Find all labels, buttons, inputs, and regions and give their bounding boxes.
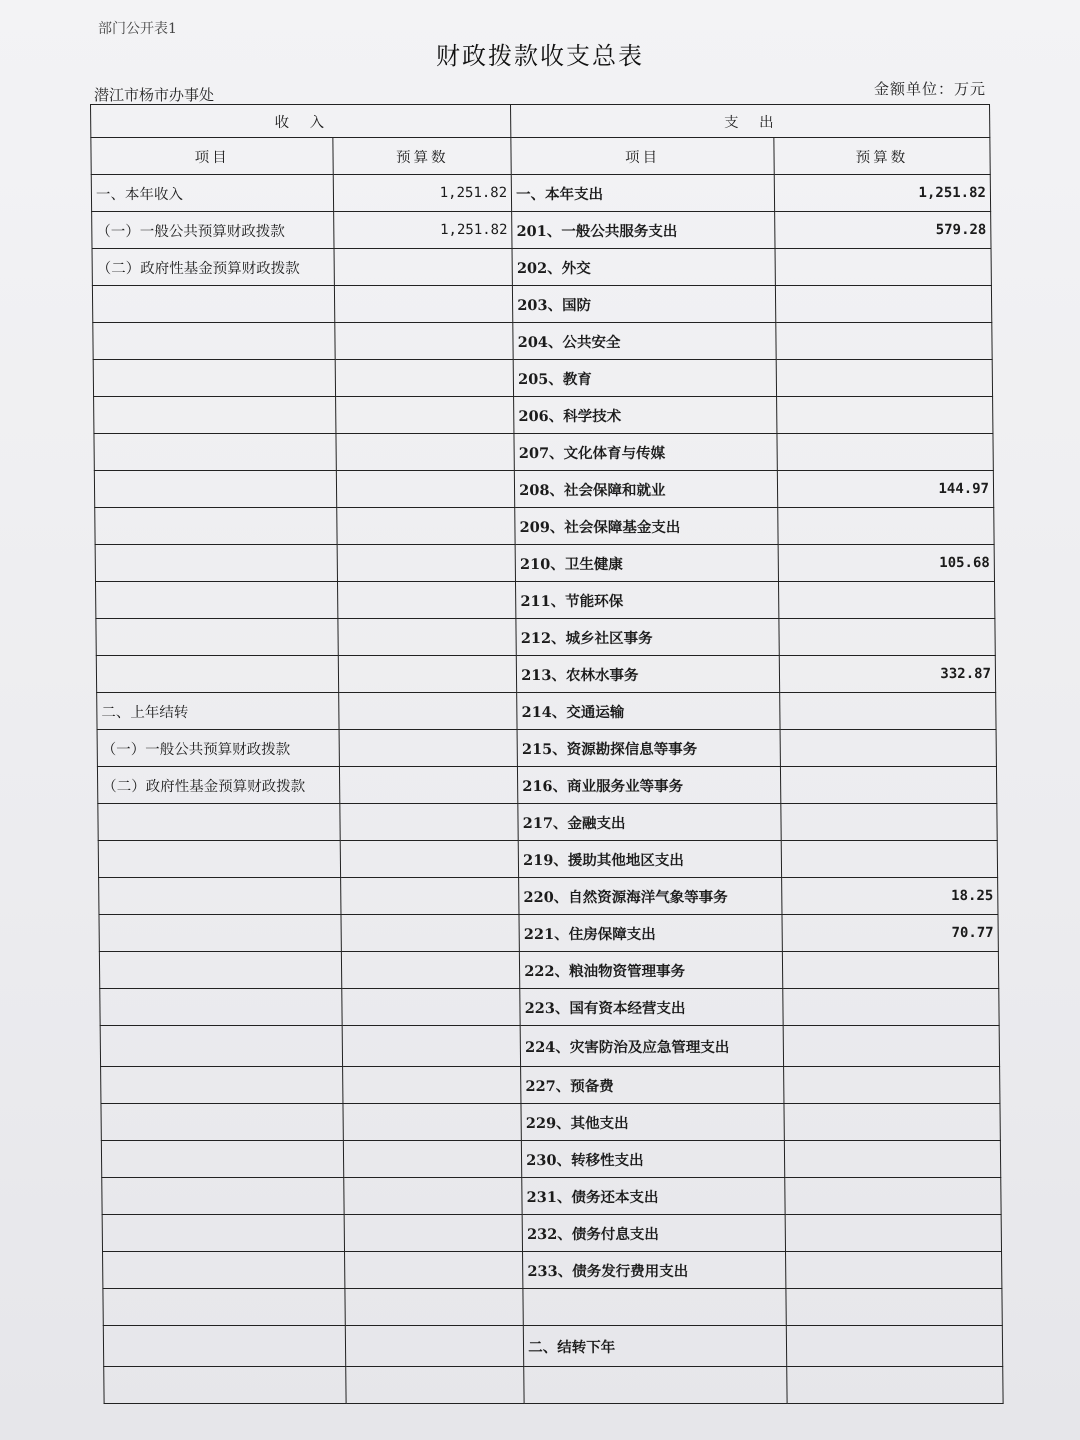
income-budget-cell bbox=[336, 397, 514, 434]
income-item-cell bbox=[92, 286, 335, 323]
expense-item-cell: 211、节能环保 bbox=[516, 582, 779, 619]
income-item-cell: （一）一般公共预算财政拨款 bbox=[92, 212, 335, 249]
expense-item-cell: 216、商业服务业等事务 bbox=[518, 767, 781, 804]
table-row bbox=[103, 1326, 1002, 1367]
expense-item-cell: 231、债务还本支出 bbox=[522, 1178, 785, 1215]
income-item-cell bbox=[103, 1252, 346, 1289]
table-row bbox=[100, 989, 999, 1026]
expense-budget-cell bbox=[781, 804, 998, 841]
income-item-cell: （二）政府性基金预算财政拨款 bbox=[97, 767, 340, 804]
table-row bbox=[91, 175, 990, 212]
income-header: 收 入 bbox=[91, 105, 512, 138]
expense-item-cell: 206、科学技术 bbox=[514, 397, 777, 434]
income-item-cell: 二、上年结转 bbox=[97, 693, 340, 730]
expense-item-cell: 214、交通运输 bbox=[517, 693, 780, 730]
income-budget-cell bbox=[341, 841, 519, 878]
income-budget-cell bbox=[344, 1178, 522, 1215]
income-budget-cell bbox=[339, 730, 517, 767]
income-item-cell: （二）政府性基金预算财政拨款 bbox=[92, 249, 335, 286]
expense-item-cell: 221、住房保障支出 bbox=[519, 915, 782, 952]
expense-budget-cell: 18.25 bbox=[781, 878, 998, 915]
expense-item-cell bbox=[524, 1367, 787, 1404]
table-row bbox=[92, 286, 991, 323]
expense-item-cell: 209、社会保障基金支出 bbox=[515, 508, 778, 545]
expense-budget-cell: 70.77 bbox=[782, 915, 999, 952]
income-item-cell bbox=[96, 619, 339, 656]
income-budget-cell: 1,251.82 bbox=[334, 175, 512, 212]
expense-budget-cell bbox=[786, 1326, 1003, 1367]
table-row bbox=[104, 1367, 1003, 1404]
expense-item-cell: 208、社会保障和就业 bbox=[515, 471, 778, 508]
expense-budget-cell bbox=[783, 1026, 1000, 1067]
expense-budget-cell bbox=[775, 286, 992, 323]
income-budget-cell bbox=[338, 619, 516, 656]
expense-item-cell: 210、卫生健康 bbox=[515, 545, 778, 582]
expense-budget-cell bbox=[785, 1252, 1002, 1289]
expense-item-cell: 232、债务付息支出 bbox=[522, 1215, 785, 1252]
form-number: 部门公开表1 bbox=[98, 21, 177, 37]
expense-item-cell: 227、预备费 bbox=[521, 1067, 784, 1104]
income-item-cell bbox=[93, 323, 336, 360]
expense-budget-cell bbox=[786, 1289, 1003, 1326]
income-item-cell bbox=[102, 1178, 345, 1215]
income-budget-cell bbox=[344, 1141, 522, 1178]
expense-budget-cell bbox=[778, 508, 995, 545]
income-item-cell bbox=[99, 952, 342, 989]
table-row bbox=[94, 434, 993, 471]
expense-budget-cell: 332.87 bbox=[779, 656, 996, 693]
expense-item-cell: 202、外交 bbox=[512, 249, 775, 286]
income-item-cell bbox=[103, 1326, 346, 1367]
income-budget-cell bbox=[341, 915, 519, 952]
income-budget-cell bbox=[337, 508, 515, 545]
income-item-header: 项目 bbox=[91, 138, 334, 175]
table-row bbox=[102, 1215, 1001, 1252]
income-budget-cell bbox=[342, 952, 520, 989]
income-item-cell bbox=[100, 1026, 343, 1067]
income-item-cell bbox=[94, 434, 337, 471]
expense-budget-cell bbox=[780, 767, 997, 804]
table-row bbox=[98, 841, 997, 878]
income-budget-cell bbox=[339, 693, 517, 730]
expense-budget-cell bbox=[782, 952, 999, 989]
table-row bbox=[103, 1252, 1002, 1289]
income-budget-cell bbox=[340, 804, 518, 841]
income-item-cell bbox=[98, 804, 341, 841]
expense-budget-header: 预算数 bbox=[774, 138, 991, 175]
income-item-cell bbox=[94, 397, 337, 434]
table-row bbox=[95, 508, 994, 545]
income-item-cell bbox=[101, 1104, 344, 1141]
expense-budget-cell bbox=[776, 323, 993, 360]
income-item-cell bbox=[94, 471, 337, 508]
expense-budget-cell bbox=[776, 397, 993, 434]
expense-item-cell: 222、粮油物资管理事务 bbox=[520, 952, 783, 989]
income-item-cell bbox=[100, 989, 343, 1026]
expense-budget-cell bbox=[780, 730, 997, 767]
expense-budget-cell bbox=[776, 360, 993, 397]
expense-item-cell: 220、自然资源海洋气象等事务 bbox=[519, 878, 782, 915]
expense-budget-cell bbox=[785, 1178, 1002, 1215]
income-budget-cell bbox=[346, 1326, 524, 1367]
income-item-cell: （一）一般公共预算财政拨款 bbox=[97, 730, 340, 767]
expense-item-cell bbox=[523, 1289, 786, 1326]
expense-budget-cell bbox=[779, 693, 996, 730]
expense-budget-cell bbox=[784, 1104, 1001, 1141]
table-row bbox=[92, 212, 991, 249]
expense-item-cell: 219、援助其他地区支出 bbox=[518, 841, 781, 878]
expense-item-cell: 215、资源勘探信息等事务 bbox=[517, 730, 780, 767]
table-row bbox=[99, 915, 998, 952]
expense-item-cell: 212、城乡社区事务 bbox=[516, 619, 779, 656]
income-item-cell bbox=[99, 915, 342, 952]
income-item-cell bbox=[103, 1289, 346, 1326]
income-budget-cell bbox=[334, 249, 512, 286]
expense-item-cell: 203、国防 bbox=[513, 286, 776, 323]
income-budget-cell bbox=[343, 1026, 521, 1067]
table-row bbox=[94, 397, 993, 434]
budget-table bbox=[90, 104, 1004, 1404]
budget-table-wrapper bbox=[90, 104, 1004, 1404]
expense-item-cell: 223、国有资本经营支出 bbox=[520, 989, 783, 1026]
income-budget-cell bbox=[336, 434, 514, 471]
income-item-cell bbox=[98, 841, 341, 878]
expense-budget-cell bbox=[779, 619, 996, 656]
expense-item-cell: 229、其他支出 bbox=[521, 1104, 784, 1141]
income-item-cell bbox=[99, 878, 342, 915]
column-header-row bbox=[91, 138, 990, 175]
table-row bbox=[92, 249, 991, 286]
table-row bbox=[103, 1289, 1002, 1326]
table-row bbox=[100, 1026, 999, 1067]
expense-item-cell: 233、债务发行费用支出 bbox=[523, 1252, 786, 1289]
page-title: 财政拨款收支总表 bbox=[436, 42, 644, 70]
expense-budget-cell bbox=[775, 249, 992, 286]
income-item-cell bbox=[102, 1215, 345, 1252]
expense-budget-cell: 105.68 bbox=[778, 545, 995, 582]
income-item-cell bbox=[101, 1141, 344, 1178]
expense-item-cell: 205、教育 bbox=[513, 360, 776, 397]
income-budget-cell bbox=[346, 1367, 524, 1404]
table-body bbox=[91, 175, 1003, 1404]
expense-budget-cell bbox=[778, 582, 995, 619]
income-budget-cell bbox=[345, 1252, 523, 1289]
table-row bbox=[96, 619, 995, 656]
expense-budget-cell: 579.28 bbox=[774, 212, 991, 249]
income-budget-cell bbox=[341, 878, 519, 915]
table-row bbox=[96, 656, 995, 693]
expense-item-cell: 213、农林水事务 bbox=[516, 656, 779, 693]
table-row bbox=[99, 952, 998, 989]
income-budget-cell bbox=[338, 582, 516, 619]
income-budget-cell bbox=[335, 323, 513, 360]
table-row bbox=[96, 582, 995, 619]
amount-unit bbox=[874, 78, 986, 99]
income-budget-cell bbox=[340, 767, 518, 804]
expense-budget-cell bbox=[784, 1141, 1001, 1178]
table-row bbox=[97, 767, 996, 804]
expense-item-cell: 204、公共安全 bbox=[513, 323, 776, 360]
income-budget-cell bbox=[343, 1067, 521, 1104]
table-row bbox=[101, 1104, 1000, 1141]
table-row bbox=[93, 323, 992, 360]
expense-budget-cell bbox=[777, 434, 994, 471]
income-budget-cell bbox=[336, 360, 514, 397]
expense-item-cell: 二、结转下年 bbox=[523, 1326, 786, 1367]
table-row bbox=[93, 360, 992, 397]
expense-item-cell: 230、转移性支出 bbox=[522, 1141, 785, 1178]
income-budget-cell bbox=[345, 1289, 523, 1326]
income-budget-header: 预算数 bbox=[333, 138, 511, 175]
income-budget-cell bbox=[343, 1104, 521, 1141]
expense-budget-cell bbox=[781, 841, 998, 878]
income-budget-cell bbox=[342, 989, 520, 1026]
expense-budget-cell bbox=[783, 989, 1000, 1026]
table-row bbox=[101, 1067, 1000, 1104]
income-item-cell bbox=[95, 508, 338, 545]
table-row bbox=[99, 878, 998, 915]
expense-item-cell: 一、本年支出 bbox=[511, 175, 774, 212]
expense-budget-cell: 1,251.82 bbox=[774, 175, 991, 212]
expense-budget-cell bbox=[785, 1215, 1002, 1252]
expense-budget-cell bbox=[787, 1367, 1004, 1404]
income-budget-cell bbox=[345, 1215, 523, 1252]
income-budget-cell bbox=[338, 545, 516, 582]
income-budget-cell bbox=[337, 471, 515, 508]
expense-budget-cell: 144.97 bbox=[777, 471, 994, 508]
table-row bbox=[102, 1178, 1001, 1215]
expense-item-cell: 201、一般公共服务支出 bbox=[512, 212, 775, 249]
income-item-cell: 一、本年收入 bbox=[91, 175, 334, 212]
amount-unit-label: 金额单位：万元 bbox=[873, 80, 986, 98]
table-row bbox=[101, 1141, 1000, 1178]
income-item-cell bbox=[101, 1067, 344, 1104]
expense-item-cell: 207、文化体育与传媒 bbox=[514, 434, 777, 471]
income-item-cell bbox=[95, 545, 338, 582]
table-row bbox=[95, 545, 994, 582]
income-budget-cell: 1,251.82 bbox=[334, 212, 512, 249]
income-item-cell bbox=[93, 360, 336, 397]
income-item-cell bbox=[96, 656, 339, 693]
organization-name: 潜江市杨市办事处 bbox=[94, 86, 215, 104]
table-row bbox=[97, 693, 996, 730]
expense-item-header: 项目 bbox=[511, 138, 774, 175]
income-budget-cell bbox=[339, 656, 517, 693]
income-budget-cell bbox=[335, 286, 513, 323]
section-header-row bbox=[91, 105, 990, 138]
table-row bbox=[98, 804, 997, 841]
expense-item-cell: 224、灾害防治及应急管理支出 bbox=[520, 1026, 783, 1067]
income-item-cell bbox=[96, 582, 339, 619]
table-row bbox=[94, 471, 993, 508]
income-item-cell bbox=[104, 1367, 347, 1404]
expense-item-cell: 217、金融支出 bbox=[518, 804, 781, 841]
expense-budget-cell bbox=[783, 1067, 1000, 1104]
expense-header: 支 出 bbox=[511, 105, 990, 138]
table-row bbox=[97, 730, 996, 767]
